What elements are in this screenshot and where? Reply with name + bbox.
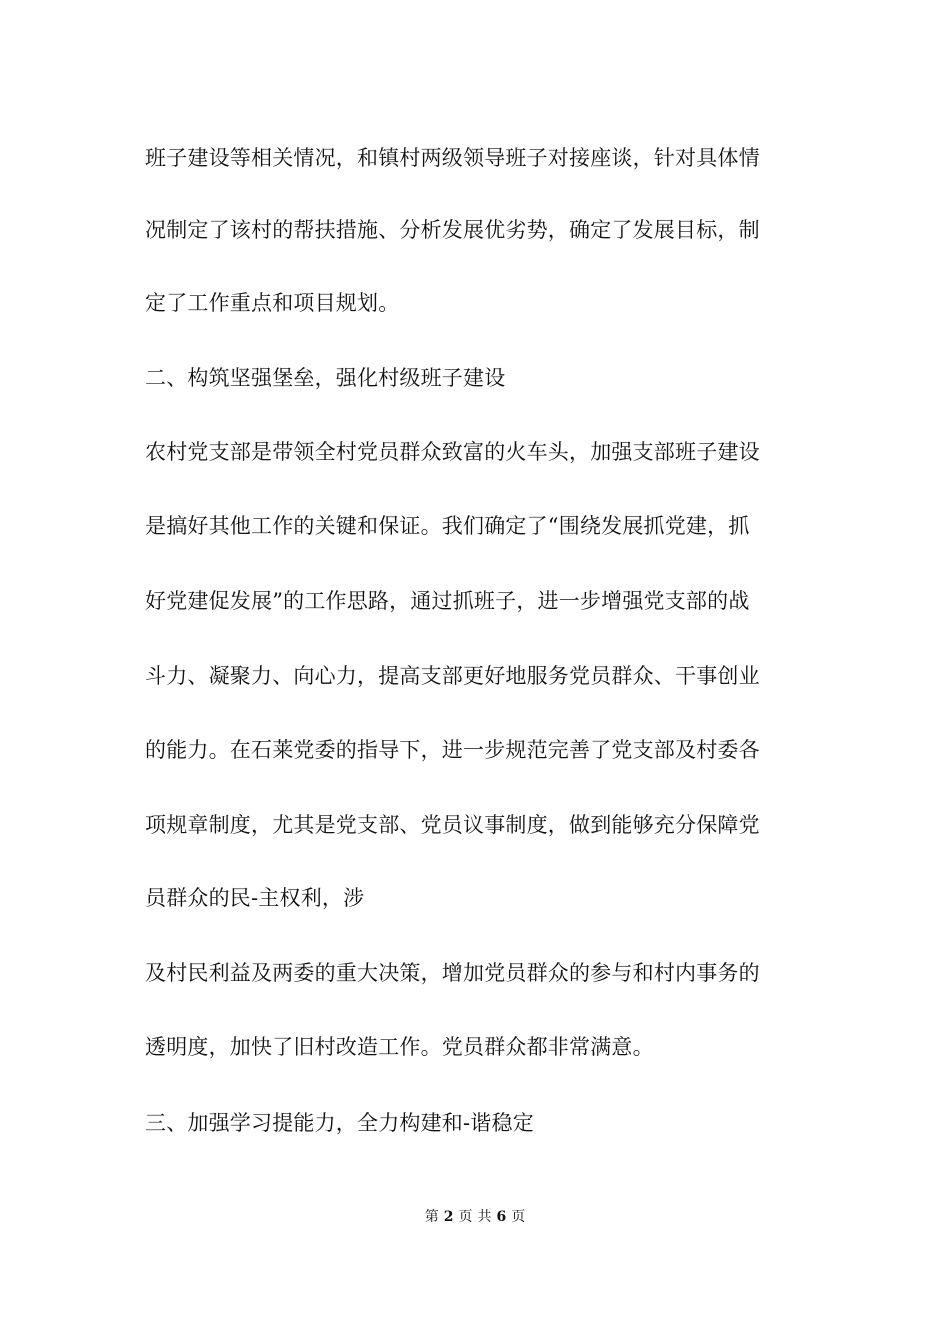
body-line-8: 的能力。在石莱党委的指导下，进一步规范完善了党支部及村委各	[145, 738, 760, 762]
body-line-12: 透明度，加快了旧村改造工作。党员群众都非常满意。	[145, 1035, 654, 1059]
body-line-3: 定了工作重点和项目规划。	[145, 291, 400, 315]
total-pages-number: 6	[496, 1209, 507, 1225]
footer-total-prefix: 共	[477, 1209, 492, 1225]
body-line-1: 班子建设等相关情况，和镇村两级领导班子对接座谈，针对具体情	[145, 146, 760, 170]
body-line-7: 斗力、凝聚力、向心力，提高支部更好地服务党员群众、干事创业	[145, 664, 760, 688]
body-line-5: 是搞好其他工作的关键和保证。我们确定了“围绕发展抓党建，抓	[145, 514, 750, 538]
body-line-4: 农村党支部是带领全村党员群众致富的火车头，加强支部班子建设	[145, 440, 760, 464]
body-line-2: 况制定了该村的帮扶措施、分析发展优劣势，确定了发展目标，制	[145, 218, 760, 242]
footer-prefix: 第	[424, 1209, 439, 1225]
footer-page-word: 页	[458, 1209, 473, 1225]
current-page-number: 2	[443, 1209, 454, 1225]
section-heading-3: 三、加强学习提能力，全力构建和-谐稳定	[145, 1111, 534, 1135]
body-line-6: 好党建促发展”的工作思路，通过抓班子，进一步增强党支部的战	[145, 589, 750, 613]
body-line-10: 员群众的民-主权利，涉	[145, 886, 365, 910]
page-footer	[0, 1208, 950, 1226]
footer-suffix: 页	[511, 1209, 526, 1225]
section-heading-2: 二、构筑坚强堡垒，强化村级班子建设	[145, 366, 506, 390]
body-line-9: 项规章制度，尤其是党支部、党员议事制度，做到能够充分保障党	[145, 813, 760, 837]
body-line-11: 及村民利益及两委的重大决策，增加党员群众的参与和村内事务的	[145, 961, 760, 985]
